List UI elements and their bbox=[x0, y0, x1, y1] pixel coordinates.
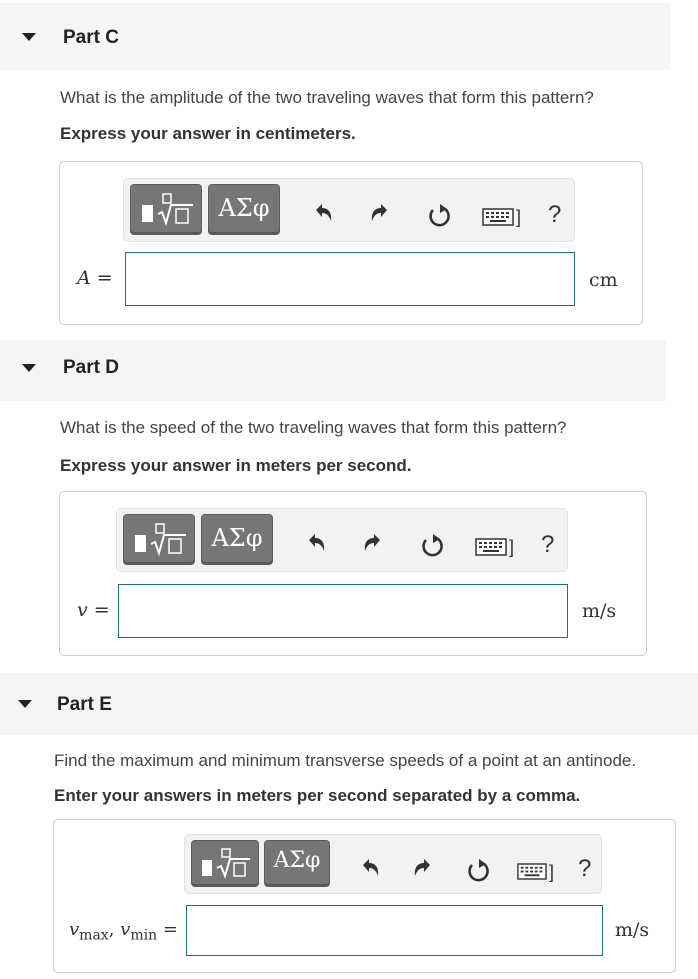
redo-icon[interactable] bbox=[412, 857, 434, 879]
part-e-answer-box bbox=[53, 819, 676, 973]
subscript-min: min bbox=[130, 927, 158, 944]
redo-icon[interactable] bbox=[369, 202, 391, 224]
undo-icon[interactable] bbox=[312, 202, 334, 224]
part-c-question: What is the amplitude of the two traveling waves that form this pattern? bbox=[60, 88, 594, 107]
templates-button[interactable] bbox=[123, 514, 195, 565]
reset-icon[interactable] bbox=[426, 202, 452, 228]
collapse-caret-icon[interactable] bbox=[22, 364, 36, 372]
part-e-title: Part E bbox=[57, 694, 112, 715]
part-e-instruction: Enter your answers in meters per second separated by a comma. bbox=[54, 786, 581, 805]
reset-icon[interactable] bbox=[465, 857, 491, 883]
variable-a: A bbox=[77, 267, 91, 289]
templates-button[interactable] bbox=[191, 840, 259, 887]
subscript-max: max bbox=[79, 927, 109, 944]
redo-icon[interactable] bbox=[362, 532, 384, 554]
answer-input[interactable] bbox=[125, 252, 575, 306]
unit-label: m/s bbox=[615, 919, 650, 941]
keyboard-icon[interactable] bbox=[517, 863, 547, 880]
undo-icon[interactable] bbox=[359, 857, 381, 879]
greek-symbols-label: ΑΣφ bbox=[218, 194, 270, 222]
part-e-header[interactable] bbox=[0, 673, 698, 735]
comma-separator: , bbox=[108, 919, 115, 940]
part-d-header[interactable] bbox=[0, 340, 666, 401]
greek-symbols-button[interactable] bbox=[201, 514, 273, 565]
keyboard-icon[interactable] bbox=[475, 538, 507, 556]
undo-icon[interactable] bbox=[305, 532, 327, 554]
answer-input[interactable] bbox=[186, 905, 603, 956]
greek-symbols-button[interactable] bbox=[264, 840, 330, 887]
part-c-answer-box bbox=[59, 161, 643, 325]
answer-variable-label bbox=[77, 599, 110, 621]
help-button[interactable]: ? bbox=[541, 531, 555, 558]
keyboard-bracket: ] bbox=[509, 537, 515, 557]
variable-v-max: v bbox=[69, 919, 80, 940]
math-toolbar bbox=[184, 834, 602, 894]
help-button[interactable]: ? bbox=[578, 855, 592, 882]
collapse-caret-icon[interactable] bbox=[22, 33, 36, 41]
keyboard-bracket: ] bbox=[549, 862, 555, 882]
reset-icon[interactable] bbox=[419, 532, 445, 558]
answer-variable-label bbox=[69, 919, 178, 944]
sqrt-template-icon bbox=[124, 515, 194, 564]
equals-sign: = bbox=[162, 919, 178, 940]
sqrt-template-icon bbox=[131, 185, 201, 234]
part-d-question: What is the speed of the two traveling waves that form this pattern? bbox=[60, 418, 567, 437]
math-toolbar bbox=[123, 178, 575, 242]
equals-sign: = bbox=[96, 267, 113, 289]
greek-symbols-label: ΑΣφ bbox=[273, 848, 321, 873]
part-d-answer-box bbox=[59, 491, 647, 656]
variable-v: v bbox=[77, 599, 88, 621]
unit-label: m/s bbox=[582, 600, 617, 622]
part-e-question: Find the maximum and minimum transverse speeds of a point at an antinode. bbox=[54, 751, 637, 770]
part-c-header[interactable] bbox=[0, 3, 670, 70]
greek-symbols-button[interactable] bbox=[208, 184, 280, 235]
part-d-instruction: Express your answer in meters per second. bbox=[60, 456, 412, 475]
greek-symbols-label: ΑΣφ bbox=[211, 524, 263, 552]
equals-sign: = bbox=[93, 599, 110, 621]
keyboard-icon[interactable] bbox=[482, 208, 514, 226]
part-d-title: Part D bbox=[63, 357, 119, 378]
unit-label: cm bbox=[589, 269, 618, 291]
variable-v-min: v bbox=[120, 919, 131, 940]
part-c-title: Part C bbox=[63, 27, 119, 48]
templates-button[interactable] bbox=[130, 184, 202, 235]
collapse-caret-icon[interactable] bbox=[18, 700, 32, 708]
keyboard-bracket: ] bbox=[516, 207, 522, 227]
help-button[interactable]: ? bbox=[548, 201, 562, 228]
sqrt-template-icon bbox=[192, 841, 258, 886]
answer-input[interactable] bbox=[118, 584, 568, 638]
answer-variable-label bbox=[77, 267, 113, 289]
math-toolbar bbox=[116, 508, 568, 572]
part-c-instruction: Express your answer in centimeters. bbox=[60, 124, 356, 143]
